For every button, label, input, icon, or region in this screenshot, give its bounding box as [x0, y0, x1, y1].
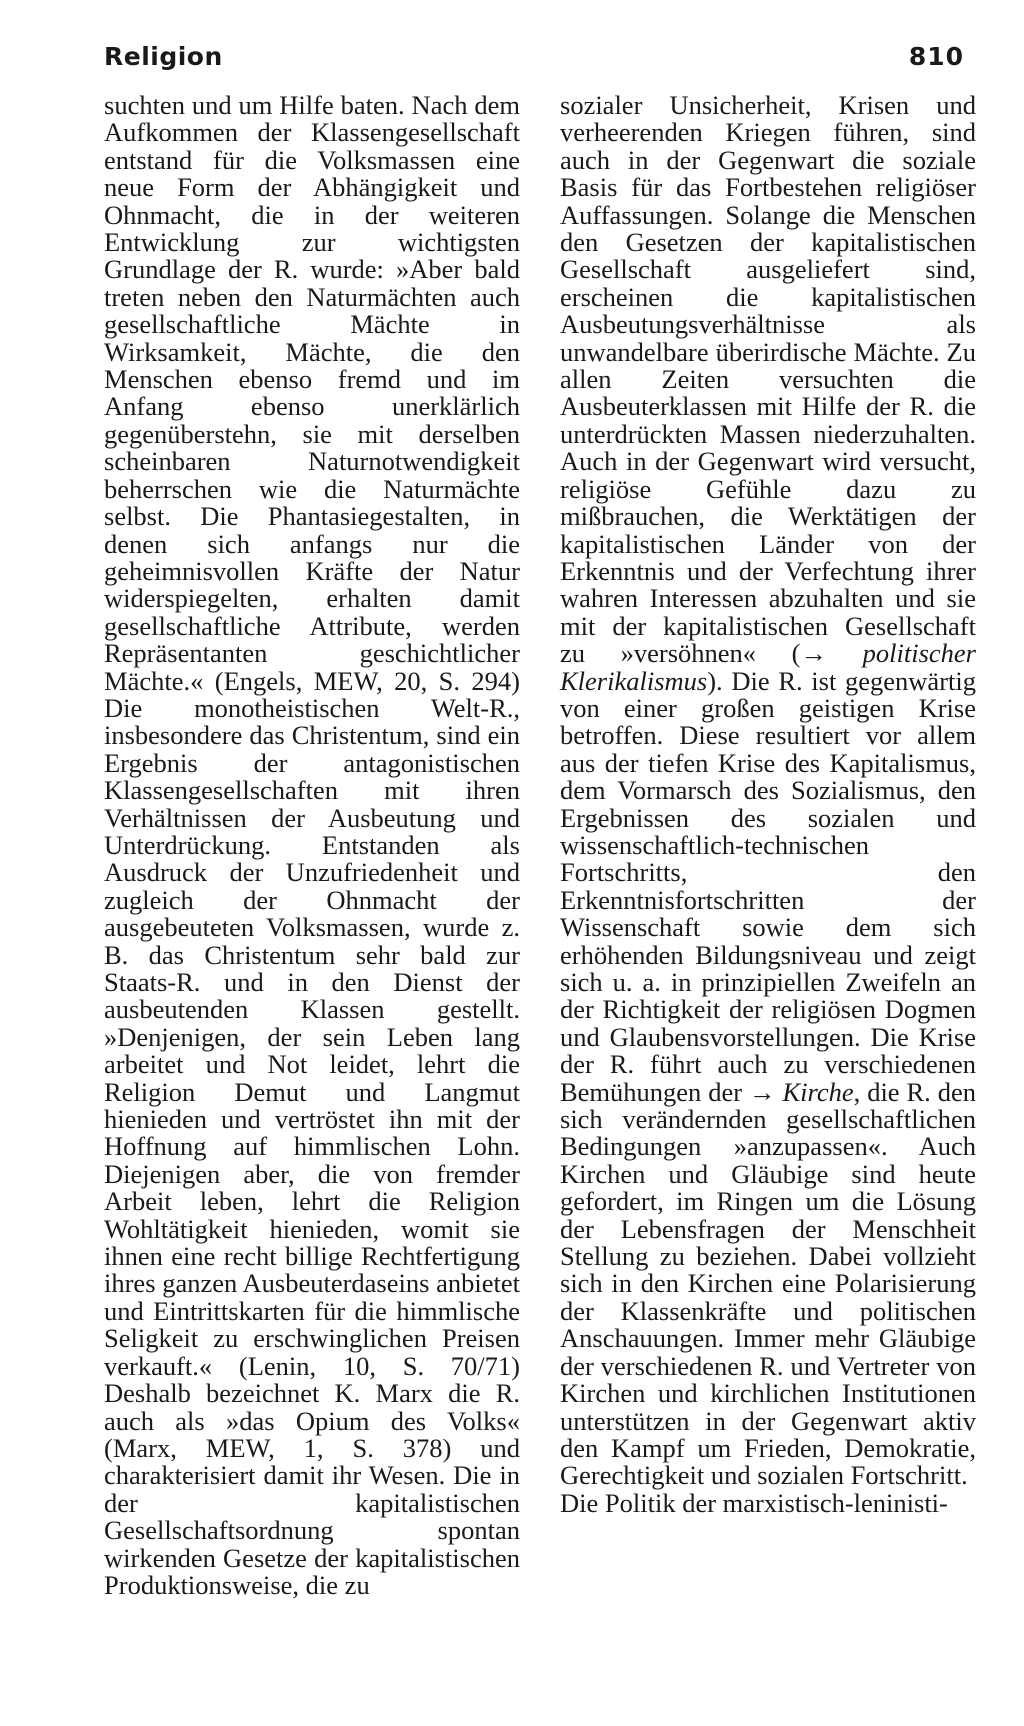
right-column-next-paragraph: Die Politik der marxistisch-leninisti-	[560, 1487, 948, 1518]
cross-reference-politischer-klerikalismus[interactable]: → politischer Klerikalismus	[560, 638, 976, 696]
running-head-title: Religion	[104, 42, 223, 71]
left-column	[104, 92, 520, 1599]
left-column-text: suchten und um Hilfe baten. Nach dem Aufkommen der Klassengesellschaft entstand für die Volksmassen eine neue Form der Abhängigkeit und Ohnmacht, die in der weiteren Entwicklung zur wichtigsten Grundlage der R. wurde: »Aber bald treten neben den Naturmächten auch gesellschaftliche Mächte in Wirksamkeit, Mächte, die den Menschen ebenso fremd und im Anfang ebenso unerklärlich gegenüberstehn, sie mit derselben scheinbaren Naturnotwendigkeit beherrschen wie die Naturmächte selbst. Die Phantasiegestalten, in denen sich anfangs nur die geheimnisvollen Kräfte der Natur widerspiegelten, erhalten damit gesellschaftliche Attribute, werden Repräsentanten geschichtlicher Mächte.« (Engels, MEW, 20, S. 294) Die monotheistischen Welt-R., insbesondere das Christentum, sind ein Ergebnis der antagonistischen Klassengesellschaften mit ihren Verhältnissen der Ausbeutung und Unterdrückung. Entstanden als Ausdruck der Unzufriedenheit und zugleich der Ohnmacht der ausgebeuteten Volksmassen, wurde z. B. das Christentum sehr bald zur Staats-R. und in den Dienst der ausbeutenden Klassen gestellt. »Denjenigen, der sein Leben lang arbeitet und Not leidet, lehrt die Religion Demut und Langmut hienieden und vertröstet ihn mit der Hoffnung auf himmlischen Lohn. Diejenigen aber, die von fremder Arbeit leben, lehrt die Religion Wohltätigkeit hienieden, womit sie ihnen eine recht billige Rechtfertigung ihres ganzen Ausbeuterdaseins anbietet und Eintrittskarten für die himmlische Seligkeit zu erschwinglichen Preisen verkauft.« (Lenin, 10, S. 70/71) Deshalb bezeichnet K. Marx die R. auch als »das Opium des Volks« (Marx, MEW, 1, S. 378) und charakterisiert damit ihr Wesen. Die in der kapitalistischen Gesellschaftsordnung spontan wirkenden Gesetze der kapitalistischen Produktionsweise, die zu	[104, 90, 520, 1600]
page-number: 810	[908, 42, 964, 71]
right-text-3: , die R. den sich verändernden gesellschaftlichen Bedingungen »anzupassen«. Auch Kirchen und Gläubige sind heute gefordert, im Ringen um die Lösung der Lebensfragen der Menschheit Stellung zu beziehen. Dabei vollzieht sich in den Kirchen eine Polarisierung der Klassenkräfte und politischen Anschauungen. Immer mehr Gläubige der verschiedenen R. und Vertreter von Kirchen und kirchlichen Institutionen unterstützen in der Gegenwart aktiv den Kampf um Frieden, Demokratie, Gerechtigkeit und sozialen Fortschritt.	[560, 1076, 976, 1491]
right-text-1: sozialer Unsicherheit, Krisen und verheerenden Kriegen führen, sind auch in der Gegenwart die soziale Basis für das Fortbestehen religiöser Auffassungen. Solange die Menschen den Gesetzen der kapitalistischen Gesellschaft ausgeliefert sind, erscheinen die kapitalistischen Ausbeutungsverhältnisse als unwandelbare überirdische Mächte. Zu allen Zeiten versuchten die Ausbeuterklassen mit Hilfe der R. die unterdrückten Massen niederzuhalten. Auch in der Gegenwart wird versucht, religiöse Gefühle dazu zu mißbrauchen, die Werktätigen der kapitalistischen Länder von der Erkenntnis und der Verfechtung ihrer wahren Interessen abzuhalten und sie mit der kapitalistischen Gesellschaft zu »versöhnen« (	[560, 90, 976, 669]
cross-reference-kirche[interactable]: → Kirche	[749, 1076, 854, 1107]
right-column-paragraph	[560, 92, 976, 1490]
right-text-2: ). Die R. ist gegenwärtig von einer großen geistigen Krise betroffen. Diese resultiert vor allem aus der tiefen Krise des Kapitalismus, dem Vormarsch des Sozialismus, den Ergebnissen des sozialen und wissenschaftlich-technischen Fortschritts, den Erkenntnisfortschritten der Wissenschaft sowie dem sich erhöhenden Bildungsniveau und zeigt sich u. a. in prinzipiellen Zweifeln an der Richtigkeit der religiösen Dogmen und Glaubensvorstellungen. Die Krise der R. führt auch zu verschiedenen Bemühungen der	[560, 665, 976, 1107]
right-column	[560, 92, 976, 1517]
page-header	[104, 42, 964, 82]
